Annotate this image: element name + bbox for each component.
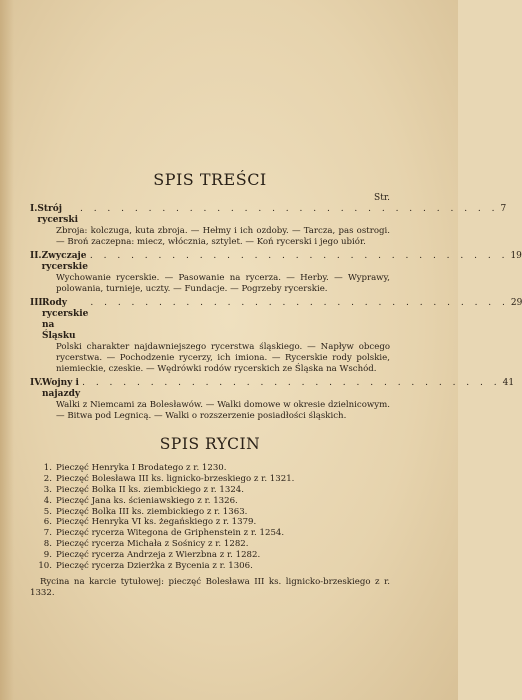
toc-entry-description: Zbroja: kolczuga, kuta zbroja. — Hełmy i ich ozdoby. — Tarcza, pas ostrogi. — Broń zaczepna: miecz, włócznia, sztylet. — Koń rycerski i jego ubiór. xyxy=(56,226,390,247)
illustrations-list xyxy=(30,463,390,571)
illustration-number: 3. xyxy=(43,484,52,495)
toc-entry-description: Walki z Niemcami za Bolesławów. — Walki domowe w okresie dzielnicowym. — Bitwa pod Legnicą. — Walki o rozszerzenie posiadłości śląskich. xyxy=(56,400,390,421)
toc-entry-number: IV. xyxy=(30,378,43,389)
toc-entry-title: Wojny i najazdy xyxy=(42,378,81,400)
illustration-number: 10. xyxy=(38,560,52,571)
toc-entry-page: 29 xyxy=(510,298,522,309)
illustration-item xyxy=(30,561,390,572)
toc-entry-number: I. xyxy=(30,204,38,214)
toc-entry-number: III. xyxy=(30,298,46,309)
illustration-number: 5. xyxy=(43,506,52,517)
illustration-caption: Pieczęć rycerza Michała z Sośnicy z r. 1282. xyxy=(56,538,249,549)
toc-entry-page: 7 xyxy=(500,204,507,214)
illustration-caption: Pieczęć Bolesława III ks. lignicko-brzeskiego z r. 1321. xyxy=(56,474,295,485)
toc-entry-page: 19 xyxy=(510,251,522,262)
toc-entry-description: Wychowanie rycerskie. — Pasowanie na rycerza. — Herby. — Wyprawy, polowania, turnieje, uczty. — Fundacje. — Pogrzeby rycerskie. xyxy=(56,273,390,294)
toc-entry xyxy=(30,298,522,374)
leader-dots: . . . . . . . . . . . . . . . . . . . . . . . . . . . . . . . xyxy=(90,298,509,309)
illustration-item xyxy=(30,517,390,528)
toc-entry-number: II. xyxy=(30,251,42,262)
page-content xyxy=(30,170,522,608)
toc-entry-title: Rody rycerskie na Śląsku xyxy=(42,298,89,342)
page-column-label: Str. xyxy=(374,193,390,203)
illustration-item xyxy=(30,474,390,485)
illustration-caption: Pieczęć Henryka I Brodatego z r. 1230. xyxy=(56,463,227,474)
illustration-item xyxy=(30,485,390,496)
illustration-number: 2. xyxy=(43,474,52,485)
illustration-number: 6. xyxy=(43,517,52,528)
illustration-number: 9. xyxy=(43,549,52,560)
toc-entry xyxy=(30,378,515,421)
leader-dots: . . . . . . . . . . . . . . . . . . . . . . . . . . . . . . . xyxy=(89,251,509,262)
illustration-item xyxy=(30,528,390,539)
illustration-item xyxy=(30,496,390,507)
illustration-caption: Pieczęć Bolka III ks. ziembickiego z r. 1363. xyxy=(56,506,248,517)
toc-heading: SPIS TREŚCI xyxy=(153,170,267,189)
toc-entry-title: Zwyczaje rycerskie xyxy=(41,251,88,273)
illustration-number: 7. xyxy=(43,528,52,539)
toc-entry-title: Strój rycerski xyxy=(37,204,78,225)
illustration-number: 4. xyxy=(43,495,52,506)
toc-entry xyxy=(30,251,522,294)
toc-entry-description: Polski charakter najdawniejszego rycerstwa śląskiego. — Napływ obcego rycerstwa. — Pochodzenie rycerzy, ich imiona. — Rycerskie rody polskie, niemieckie, czeskie. — Wędrówki rodów rycerskich ze Śląska na Wschód. xyxy=(56,342,390,374)
illustration-number: 8. xyxy=(43,538,52,549)
leader-dots: . . . . . . . . . . . . . . . . . . . . . . . . . . . . . . . xyxy=(82,378,501,389)
title-page-note: Rycina na karcie tytułowej: pieczęć Bolesława III ks. lignicko-brzeskiego z r. 1332. xyxy=(30,577,390,599)
illustration-item xyxy=(30,463,390,474)
illustration-caption: Pieczęć rycerza Andrzeja z Wierzbna z r. 1282. xyxy=(56,549,261,560)
illustration-caption: Pieczęć Bolka II ks. ziembickiego z r. 1324. xyxy=(56,484,245,495)
toc-entry xyxy=(30,204,507,247)
leader-dots: . . . . . . . . . . . . . . . . . . . . . . . . . . . . . . . xyxy=(79,204,499,214)
illustration-item xyxy=(30,539,390,550)
illustration-caption: Pieczęć rycerza Witegona de Griphenstein z r. 1254. xyxy=(56,528,285,539)
illustrations-heading: SPIS RYCIN xyxy=(159,435,261,454)
illustration-item xyxy=(30,507,390,518)
illustration-number: 1. xyxy=(43,463,52,474)
illustration-caption: Pieczęć rycerza Dzierżka z Bycenia z r. 1306. xyxy=(56,560,253,571)
illustration-caption: Pieczęć Jana ks. ścieniawskiego z r. 1326. xyxy=(56,495,238,506)
illustration-item xyxy=(30,550,390,561)
toc-entry-page: 41 xyxy=(502,378,515,389)
illustration-caption: Pieczęć Henryka VI ks. żegańskiego z r. 1379. xyxy=(56,517,257,528)
